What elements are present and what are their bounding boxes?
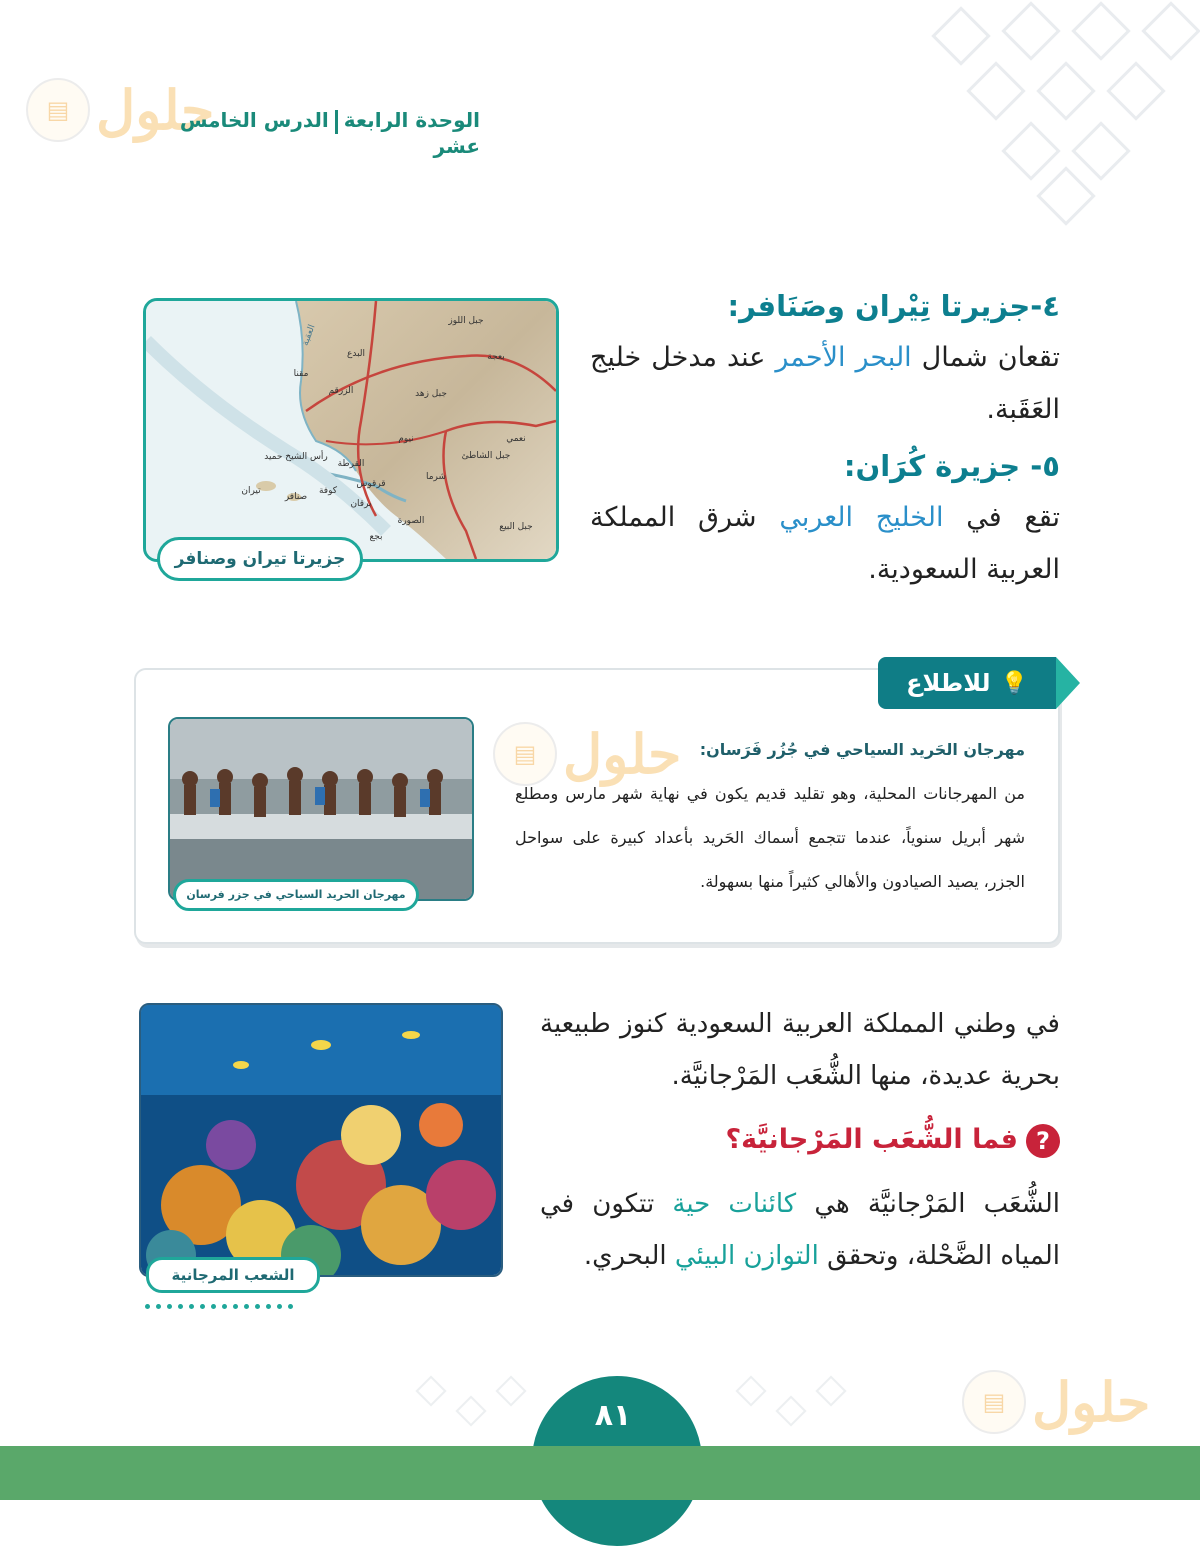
svg-text:جبل البيع: جبل البيع xyxy=(499,522,533,532)
svg-text:مقنا: مقنا xyxy=(293,369,309,379)
book-icon: ▤ xyxy=(26,78,90,142)
section5-title: ٥- جزيرة كُرَان: xyxy=(843,449,1060,483)
coral-answer: الشُّعَب المَرْجانيَّة هي كائنات حية تتكون في المياه الضَّحْلة، وتحقق التوازن البيئي البحري. xyxy=(540,1189,1060,1271)
coral-photo-graphic xyxy=(141,1005,501,1275)
svg-text:كوفة: كوفة xyxy=(318,486,338,496)
info-body: من المهرجانات المحلية، وهو تقليد قديم يكون في نهاية شهر مارس ومطلع شهر أبريل سنوياً، عندما تتجمع أسماك الحَريد بأعداد كبيرة على سواحل الجزر، يصيد الصيادون والأهالي كثيراً منها بسهولة. xyxy=(515,784,1025,891)
unit-label: الوحدة الرابعة xyxy=(343,108,480,132)
book-icon: ▤ xyxy=(962,1370,1026,1434)
page-number: ٨١ xyxy=(594,1398,632,1433)
info-title: مهرجان الحَريد السياحي في جُزُر فَرَسان: xyxy=(699,740,1025,759)
map-graphic xyxy=(146,301,556,559)
svg-text:شرما: شرما xyxy=(425,472,447,482)
watermark-logo: ▤ حلول xyxy=(26,78,214,142)
page-header xyxy=(140,108,480,158)
svg-text:نعمي: نعمي xyxy=(506,434,526,444)
arabian-gulf-highlight: الخليج العربي xyxy=(779,502,944,533)
chevron-icon xyxy=(1056,657,1080,709)
svg-text:تيران: تيران xyxy=(241,486,261,496)
festival-photo-caption: مهرجان الحريد السياحي في جزر فرسان xyxy=(173,879,419,911)
red-sea-highlight: البحر الأحمر xyxy=(775,342,912,373)
svg-text:صنافر: صنافر xyxy=(284,492,308,502)
svg-text:جبل زهد: جبل زهد xyxy=(415,389,447,399)
svg-text:العقبة: العقبة xyxy=(300,323,318,348)
festival-photo-graphic xyxy=(170,719,472,899)
svg-text:البدع: البدع xyxy=(346,349,366,359)
lightbulb-icon: 💡 xyxy=(1000,670,1028,696)
coral-intro: في وطني المملكة العربية السعودية كنوز طبيعية بحرية عديدة، منها الشُّعَب المَرْجانيَّة. xyxy=(540,1009,1060,1091)
tiran-sanafir-map xyxy=(143,298,559,562)
info-text xyxy=(515,728,1025,904)
coral-question: ?فما الشُّعَب المَرْجانيَّة؟ xyxy=(540,1114,1060,1166)
ecological-balance-highlight: التوازن البيئي xyxy=(674,1241,819,1271)
decorative-pattern xyxy=(730,0,1200,230)
question-icon: ? xyxy=(1026,1124,1060,1158)
header-divider xyxy=(335,110,338,134)
svg-text:نيوم: نيوم xyxy=(398,434,414,444)
svg-text:قرقوس: قرقوس xyxy=(356,479,386,489)
watermark-logo-middle: ▤ حلول xyxy=(493,722,681,786)
map-caption: جزيرتا تيران وصنافر xyxy=(157,537,363,581)
section4-title: ٤-جزيرتا تِيْران وصَنَافر: xyxy=(727,289,1060,323)
svg-text:بجع: بجع xyxy=(369,532,383,542)
book-icon: ▤ xyxy=(493,722,557,786)
svg-text:بعجة: بعجة xyxy=(487,352,505,362)
svg-text:رأس الشيخ حميد: رأس الشيخ حميد xyxy=(264,452,328,462)
festival-photo xyxy=(168,717,474,901)
info-tab xyxy=(878,657,1056,709)
svg-text:جبل اللوز: جبل اللوز xyxy=(448,316,484,326)
section4-text: تقعان شمال البحر الأحمر عند مدخل خليج العَقَبة. xyxy=(590,342,1060,425)
svg-text:القرطة: القرطة xyxy=(337,459,365,469)
coral-photo-caption: الشعب المرجانية xyxy=(146,1257,320,1293)
lesson-label: الدرس الخامس عشر xyxy=(179,108,480,158)
svg-text:الصورة: الصورة xyxy=(397,516,425,526)
decorative-dots xyxy=(145,1294,320,1302)
svg-text:برقان: برقان xyxy=(350,499,372,509)
section-tiran-sanafir xyxy=(590,280,1060,596)
footer-bar xyxy=(0,1446,1200,1500)
coral-section xyxy=(540,998,1060,1282)
coral-photo xyxy=(139,1003,503,1277)
info-tab-label: للاطلاع xyxy=(906,669,991,697)
section5-text: تقع في الخليج العربي شرق المملكة العربية السعودية. xyxy=(590,502,1061,585)
living-organisms-highlight: كائنات حية xyxy=(672,1189,797,1219)
svg-text:جبل الشاطئ: جبل الشاطئ xyxy=(461,451,511,461)
watermark-logo-bottom: ▤ حلول xyxy=(962,1370,1150,1434)
svg-text:الزرقم: الزرقم xyxy=(328,386,354,396)
